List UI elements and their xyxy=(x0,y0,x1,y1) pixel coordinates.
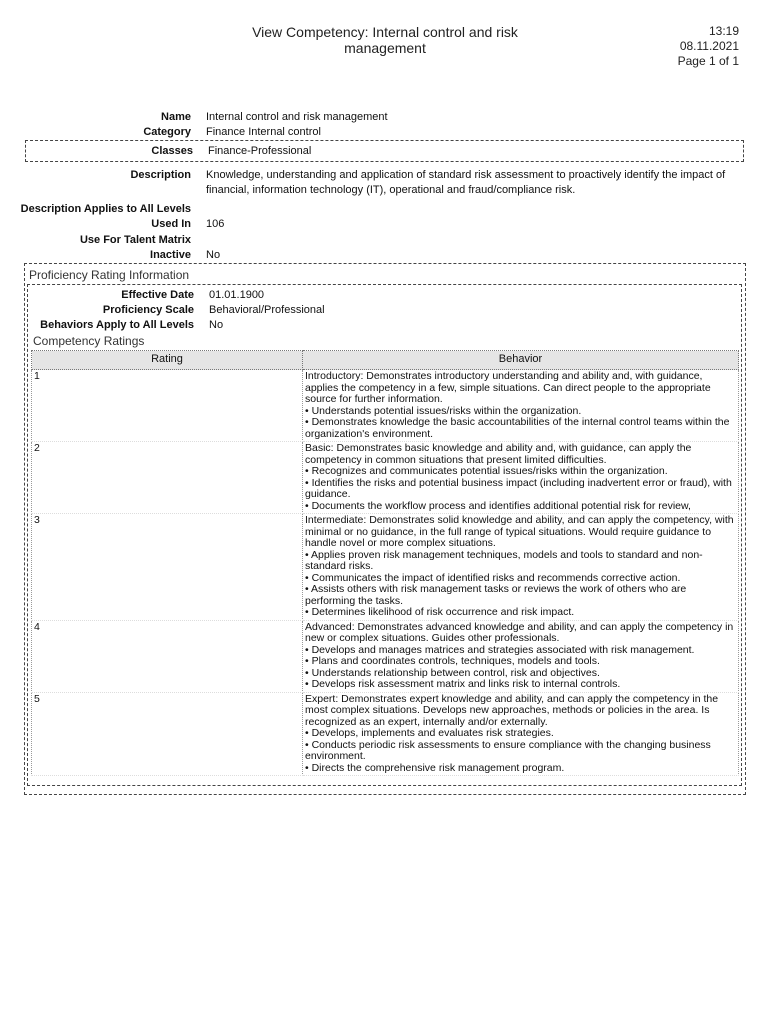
behavior-line: Introductory: Demonstrates introductory understanding and ability and, with guidance, applies the competency in a few, simple situations. Can direct people to the appropriate source for further information. xyxy=(305,370,711,405)
behavior-line: • Understands relationship between control, risk and objectives. xyxy=(305,666,600,679)
behavior-line: Advanced: Demonstrates advanced knowledge and ability, and can apply the competency in new or complex situations. Guides other professionals. xyxy=(305,620,734,644)
table-header-row xyxy=(32,351,739,370)
behavior-line: • Demonstrates knowledge the basic accountabilities of the internal control teams within the organization's environment. xyxy=(305,416,730,440)
behavior-line: • Develops risk assessment matrix and links risk to internal controls. xyxy=(305,678,621,690)
inactive-label: Inactive xyxy=(150,249,191,261)
behavior-cell xyxy=(303,442,739,514)
table-row xyxy=(32,442,739,514)
report-time: 13:19 xyxy=(708,24,739,38)
rating-cell: 5 xyxy=(32,692,303,776)
rating-cell: 1 xyxy=(32,370,303,442)
behavior-cell xyxy=(303,514,739,621)
classes-label: Classes xyxy=(151,145,193,157)
table-row xyxy=(32,692,739,776)
behavior-line: Basic: Demonstrates basic knowledge and ability and, with guidance, can apply the competency in common situations that present limited difficulties. xyxy=(305,442,692,466)
behavior-line: • Assists others with risk management tasks or reviews the work of others who are performing the tasks. xyxy=(305,583,687,607)
behavior-column-header: Behavior xyxy=(303,351,739,370)
effective-date-value: 01.01.1900 xyxy=(209,289,265,301)
behaviors-apply-value: No xyxy=(209,319,224,331)
behavior-line: • Understands potential issues/risks within the organization. xyxy=(305,404,582,417)
classes-value: Finance-Professional xyxy=(208,145,312,157)
used-in-value: 106 xyxy=(206,218,225,230)
report-meta xyxy=(678,24,739,69)
behavior-line: • Documents the workflow process and identifies additional potential risk for review, xyxy=(305,499,691,512)
used-in-label: Used In xyxy=(151,218,191,230)
proficiency-scale-value: Behavioral/Professional xyxy=(209,304,325,316)
behavior-line: • Recognizes and communicates potential issues/risks within the organization. xyxy=(305,465,668,477)
behavior-cell xyxy=(303,370,739,442)
page-title: View Competency: Internal control and risk management xyxy=(252,24,518,56)
competency-ratings-title: Competency Ratings xyxy=(33,334,145,348)
behaviors-apply-label: Behaviors Apply to All Levels xyxy=(40,319,194,331)
proficiency-scale-label: Proficiency Scale xyxy=(102,304,194,316)
behavior-line: Intermediate: Demonstrates solid knowledge and ability, and can apply the competency, with minimal or no guidance, in the full range of typical situations. Would require guidance to handle novel or more complex situations. xyxy=(305,514,734,549)
behavior-line: • Determines likelihood of risk occurrence and risk impact. xyxy=(305,606,575,618)
category-value: Finance Internal control xyxy=(206,126,321,138)
table-row xyxy=(32,514,739,621)
behavior-cell xyxy=(303,692,739,776)
talent-matrix-label: Use For Talent Matrix xyxy=(79,234,191,246)
table-row xyxy=(32,370,739,442)
behavior-line: • Develops, implements and evaluates risk strategies. xyxy=(305,727,554,739)
rating-cell: 4 xyxy=(32,620,303,692)
page-number: Page 1 of 1 xyxy=(677,54,739,68)
classes-box xyxy=(25,140,744,162)
behavior-line: • Plans and coordinates controls, techniques, models and tools. xyxy=(305,655,600,667)
competency-ratings-table xyxy=(31,350,739,776)
report-date: 08.11.2021 xyxy=(679,39,739,53)
effective-date-label: Effective Date xyxy=(121,289,194,301)
description-value: Knowledge, understanding and application of standard risk assessment to proactively identify the impact of financial, information technology (IT), operational and fraud/compliance risk. xyxy=(206,169,726,196)
inactive-value: No xyxy=(206,249,221,261)
behavior-cell xyxy=(303,620,739,692)
proficiency-section-title: Proficiency Rating Information xyxy=(29,268,190,282)
category-label: Category xyxy=(143,126,191,138)
description-label: Description xyxy=(130,169,191,181)
behavior-line: Expert: Demonstrates expert knowledge and ability, and can apply the competency in the most complex situations. Develops new approaches, methods or policies in the area. Is recognized as an expert, internally and/or externally. xyxy=(305,692,719,728)
behavior-line: • Develops and manages matrices and strategies associated with risk management. xyxy=(305,643,695,656)
description-applies-label: Description Applies to All Levels xyxy=(20,203,191,215)
behavior-line: • Applies proven risk management techniques, models and tools to standard and non-standard risks. xyxy=(305,548,703,572)
table-row xyxy=(32,620,739,692)
name-value: Internal control and risk management xyxy=(206,111,388,123)
behavior-line: • Identifies the risks and potential business impact (including inadvertent error or fraud), with guidance. xyxy=(305,476,732,500)
rating-cell: 3 xyxy=(32,514,303,621)
behavior-line: • Communicates the impact of identified risks and recommends corrective action. xyxy=(305,571,681,584)
rating-cell: 2 xyxy=(32,442,303,514)
behavior-line: • Conducts periodic risk assessments to ensure compliance with the changing business environment. xyxy=(305,738,711,762)
name-label: Name xyxy=(161,111,191,123)
behavior-line: • Directs the comprehensive risk management program. xyxy=(305,761,565,774)
rating-column-header: Rating xyxy=(32,351,303,370)
